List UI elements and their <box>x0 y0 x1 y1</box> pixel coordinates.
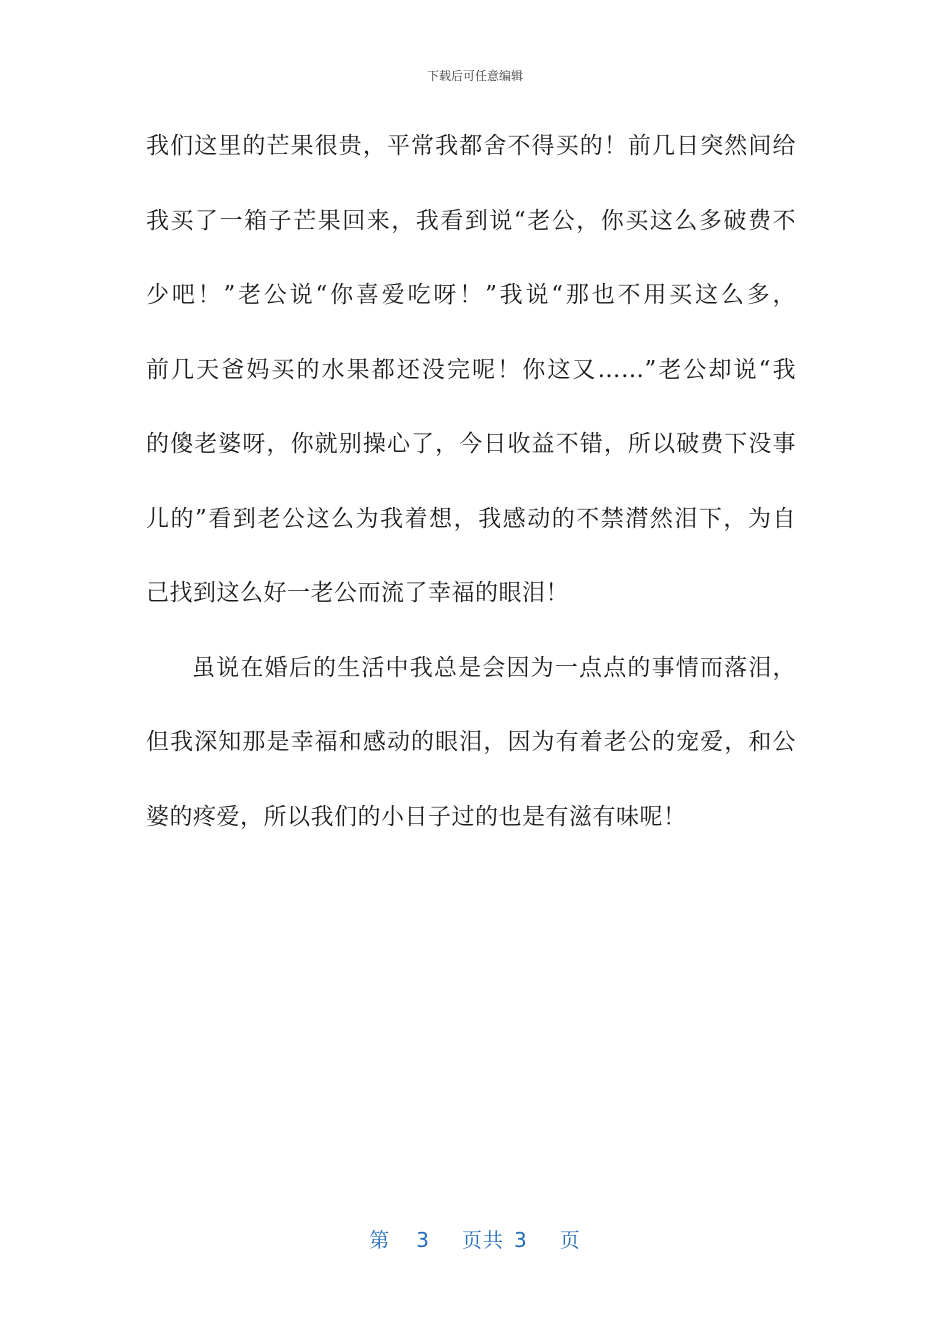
footer-current-page: 3 <box>416 1228 430 1252</box>
footer-suffix: 页 <box>559 1228 581 1252</box>
paragraph-1-line-5: 的傻老婆呀，你就别操心了，今日收益不错，所以破费下没事 <box>146 431 796 457</box>
page-header-note: 下载后可任意编辑 <box>426 69 523 83</box>
paragraph-2-line-1: 虽说在婚后的生活中我总是会因为一点点的事情而落泪， <box>192 654 796 681</box>
paragraph-1-line-4: 前几天爸妈买的水果都还没完呢！你这又……”老公却说“我 <box>146 356 796 383</box>
footer-prefix: 第 <box>369 1228 391 1252</box>
footer-total-pages: 3 <box>514 1228 528 1252</box>
paragraph-1-line-6: 儿的”看到老公这么为我着想，我感动的不禁潸然泪下，为自 <box>146 505 796 532</box>
document-body <box>146 122 796 867</box>
paragraph-1-line-7: 己找到这么好一老公而流了幸福的眼泪！ <box>146 580 569 606</box>
paragraph-1-line-2: 我买了一箱子芒果回来，我看到说“老公，你买这么多破费不 <box>146 207 796 234</box>
paragraph-2-line-2: 但我深知那是幸福和感动的眼泪，因为有着老公的宠爱，和公 <box>146 729 796 755</box>
paragraph-1-line-1: 我们这里的芒果很贵，平常我都舍不得买的！前几日突然间给 <box>146 133 796 159</box>
paragraph-2-line-3: 婆的疼爱，所以我们的小日子过的也是有滋有味呢！ <box>146 803 687 830</box>
page-number-footer <box>0 1224 950 1253</box>
paragraph-1-line-3: 少吧！”老公说“你喜爱吃呀！”我说“那也不用买这么多， <box>146 282 796 308</box>
footer-middle: 页共 <box>462 1228 504 1252</box>
